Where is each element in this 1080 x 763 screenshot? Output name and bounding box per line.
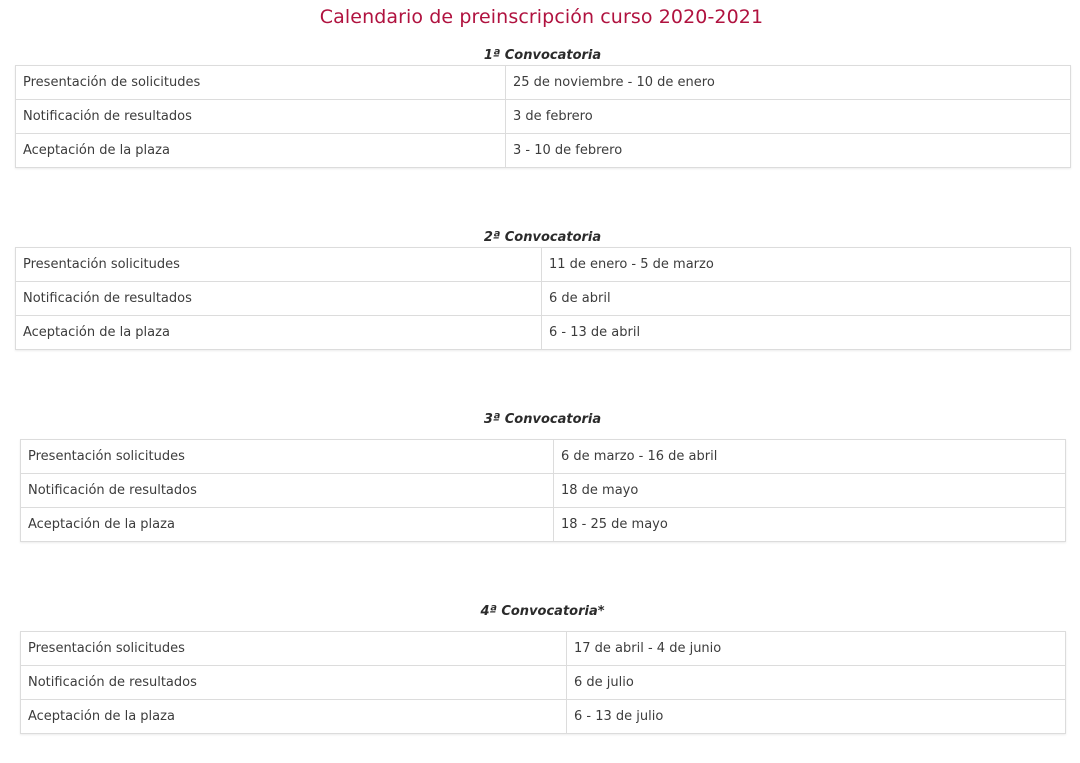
row-value: 11 de enero - 5 de marzo [542,248,1071,282]
table-row [21,474,1066,508]
row-label: Aceptación de la plaza [16,134,506,168]
table-row [16,66,1071,100]
row-label: Presentación solicitudes [21,632,567,666]
convocatoria-1-section [15,46,1070,170]
row-label: Aceptación de la plaza [16,316,542,350]
convocatoria-3-section [20,411,1065,545]
row-label: Aceptación de la plaza [21,508,554,542]
row-value: 18 de mayo [554,474,1066,508]
table-row [21,508,1066,542]
table-row [16,134,1071,168]
convocatoria-3-heading: 3ª Convocatoria [483,412,602,427]
convocatoria-2-table [15,247,1071,350]
row-value: 6 de julio [567,666,1066,700]
row-value: 25 de noviembre - 10 de enero [506,66,1071,100]
table-row [16,248,1071,282]
row-label: Notificación de resultados [21,666,567,700]
table-row [16,100,1071,134]
convocatoria-2-heading: 2ª Convocatoria [483,230,602,245]
convocatoria-4-heading: 4ª Convocatoria* [480,604,605,619]
row-value: 6 de abril [542,282,1071,316]
convocatoria-1-table [15,65,1071,168]
row-label: Presentación de solicitudes [16,66,506,100]
row-label: Aceptación de la plaza [21,700,567,734]
convocatoria-4-section [20,603,1065,737]
table-row [16,316,1071,350]
row-value: 3 - 10 de febrero [506,134,1071,168]
table-row [21,700,1066,734]
row-value: 6 de marzo - 16 de abril [554,440,1066,474]
row-value: 6 - 13 de julio [567,700,1066,734]
convocatoria-2-section [15,229,1070,353]
convocatoria-4-table [20,631,1066,734]
row-label: Presentación solicitudes [21,440,554,474]
table-row [16,282,1071,316]
table-row [21,632,1066,666]
row-value: 18 - 25 de mayo [554,508,1066,542]
page-title: Calendario de preinscripción curso 2020-2021 [319,6,764,28]
table-row [21,440,1066,474]
table-row [21,666,1066,700]
row-label: Notificación de resultados [16,282,542,316]
row-value: 3 de febrero [506,100,1071,134]
convocatoria-1-heading: 1ª Convocatoria [483,48,602,63]
row-value: 17 de abril - 4 de junio [567,632,1066,666]
convocatoria-3-table [20,439,1066,542]
row-value: 6 - 13 de abril [542,316,1071,350]
row-label: Presentación solicitudes [16,248,542,282]
row-label: Notificación de resultados [21,474,554,508]
row-label: Notificación de resultados [16,100,506,134]
